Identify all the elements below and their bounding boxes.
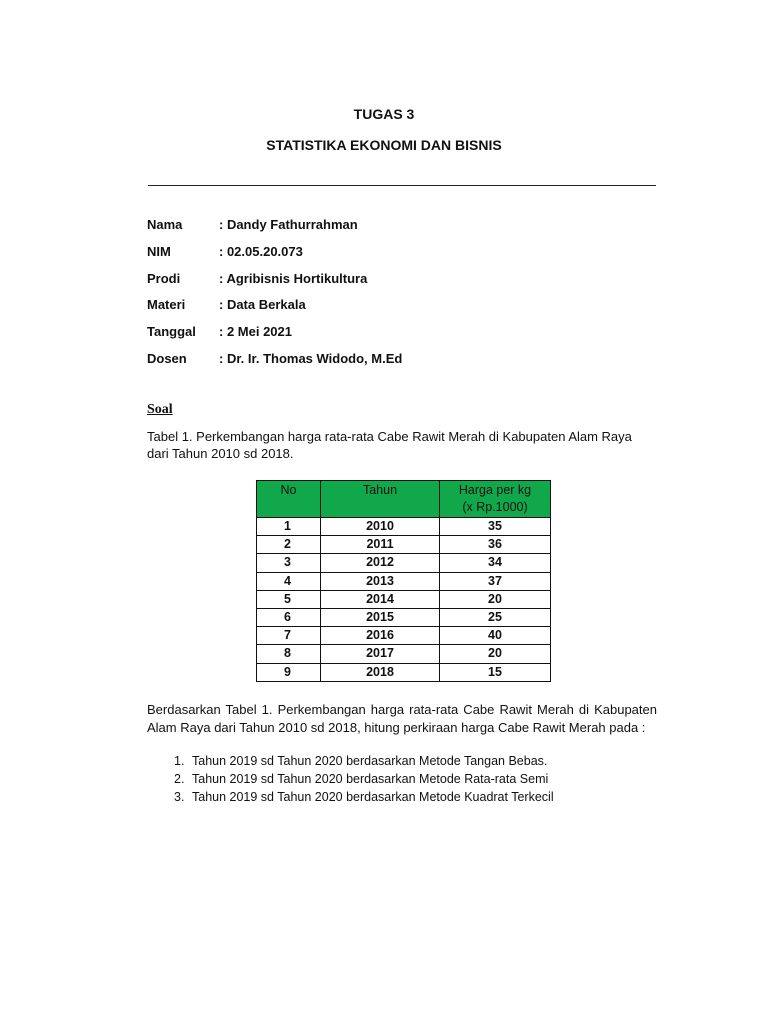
task-number: 1. <box>174 754 185 768</box>
cell-no: 5 <box>257 590 321 608</box>
list-item <box>174 770 554 788</box>
cell-harga: 25 <box>440 608 551 626</box>
soal-heading: Soal <box>147 402 173 417</box>
table-row <box>257 663 551 681</box>
column-header-harga-line1: Harga per kg <box>458 483 532 497</box>
cell-no: 3 <box>257 554 321 572</box>
table-caption: Tabel 1. Perkembangan harga rata-rata Cabe Rawit Merah di Kabupaten Alam Raya dari Tahun 2010 sd 2018. <box>147 429 632 461</box>
table-row <box>257 536 551 554</box>
cell-harga: 40 <box>440 627 551 645</box>
cell-tahun: 2011 <box>321 536 440 554</box>
cell-harga: 35 <box>440 518 551 536</box>
cell-tahun: 2015 <box>321 608 440 626</box>
student-info <box>147 217 402 378</box>
cell-tahun: 2016 <box>321 627 440 645</box>
cell-no: 4 <box>257 572 321 590</box>
info-label: NIM <box>147 243 171 259</box>
question-paragraph: Berdasarkan Tabel 1. Perkembangan harga rata-rata Cabe Rawit Merah di Kabupaten Alam Raya dari Tahun 2010 sd 2018, hitung perkiraan harga Cabe Rawit Merah pada : <box>147 702 657 735</box>
document-subtitle: STATISTIKA EKONOMI DAN BISNIS <box>266 137 502 153</box>
column-header-no: No <box>257 481 321 518</box>
task-text: Tahun 2019 sd Tahun 2020 berdasarkan Metode Rata-rata Semi <box>192 772 549 786</box>
table-row <box>257 554 551 572</box>
table-row <box>257 572 551 590</box>
table-header-row <box>257 481 551 518</box>
info-row-nama <box>147 217 402 244</box>
info-value: : Agribisnis Hortikultura <box>219 270 368 286</box>
cell-no: 2 <box>257 536 321 554</box>
column-header-tahun: Tahun <box>321 481 440 518</box>
list-item <box>174 788 554 806</box>
cell-tahun: 2013 <box>321 572 440 590</box>
cell-tahun: 2012 <box>321 554 440 572</box>
table-row <box>257 608 551 626</box>
task-number: 2. <box>174 772 185 786</box>
cell-harga: 36 <box>440 536 551 554</box>
info-row-tanggal <box>147 324 402 351</box>
info-value: : 02.05.20.073 <box>219 243 303 259</box>
info-value: : 2 Mei 2021 <box>219 324 292 340</box>
table-row <box>257 590 551 608</box>
price-table <box>256 480 551 682</box>
document-title: TUGAS 3 <box>353 106 415 122</box>
task-text: Tahun 2019 sd Tahun 2020 berdasarkan Metode Tangan Bebas. <box>192 754 548 768</box>
info-value: : Dr. Ir. Thomas Widodo, M.Ed <box>219 350 403 366</box>
task-list <box>174 752 554 806</box>
column-header-harga <box>440 481 551 518</box>
table-row <box>257 645 551 663</box>
task-number: 3. <box>174 790 185 804</box>
cell-no: 6 <box>257 608 321 626</box>
cell-harga: 20 <box>440 590 551 608</box>
column-header-harga-line2: (x Rp.1000) <box>462 500 528 514</box>
table-row <box>257 518 551 536</box>
info-label: Materi <box>147 297 186 313</box>
table-row <box>257 627 551 645</box>
cell-tahun: 2018 <box>321 663 440 681</box>
cell-tahun: 2017 <box>321 645 440 663</box>
info-row-dosen <box>147 351 402 378</box>
info-row-nim <box>147 244 402 271</box>
list-item <box>174 752 554 770</box>
cell-harga: 20 <box>440 645 551 663</box>
task-text: Tahun 2019 sd Tahun 2020 berdasarkan Metode Kuadrat Terkecil <box>192 790 554 804</box>
info-label: Nama <box>147 217 183 232</box>
cell-no: 7 <box>257 627 321 645</box>
cell-no: 9 <box>257 663 321 681</box>
horizontal-divider <box>148 185 656 186</box>
cell-tahun: 2010 <box>321 518 440 536</box>
info-label: Dosen <box>147 350 187 366</box>
info-value: : Data Berkala <box>219 297 306 313</box>
cell-harga: 37 <box>440 572 551 590</box>
cell-tahun: 2014 <box>321 590 440 608</box>
info-label: Tanggal <box>147 324 196 340</box>
cell-no: 8 <box>257 645 321 663</box>
cell-harga: 34 <box>440 554 551 572</box>
info-row-prodi <box>147 271 402 298</box>
info-row-materi <box>147 297 402 324</box>
info-label: Prodi <box>147 270 181 286</box>
info-value: : Dandy Fathurrahman <box>219 217 358 232</box>
cell-no: 1 <box>257 518 321 536</box>
cell-harga: 15 <box>440 663 551 681</box>
